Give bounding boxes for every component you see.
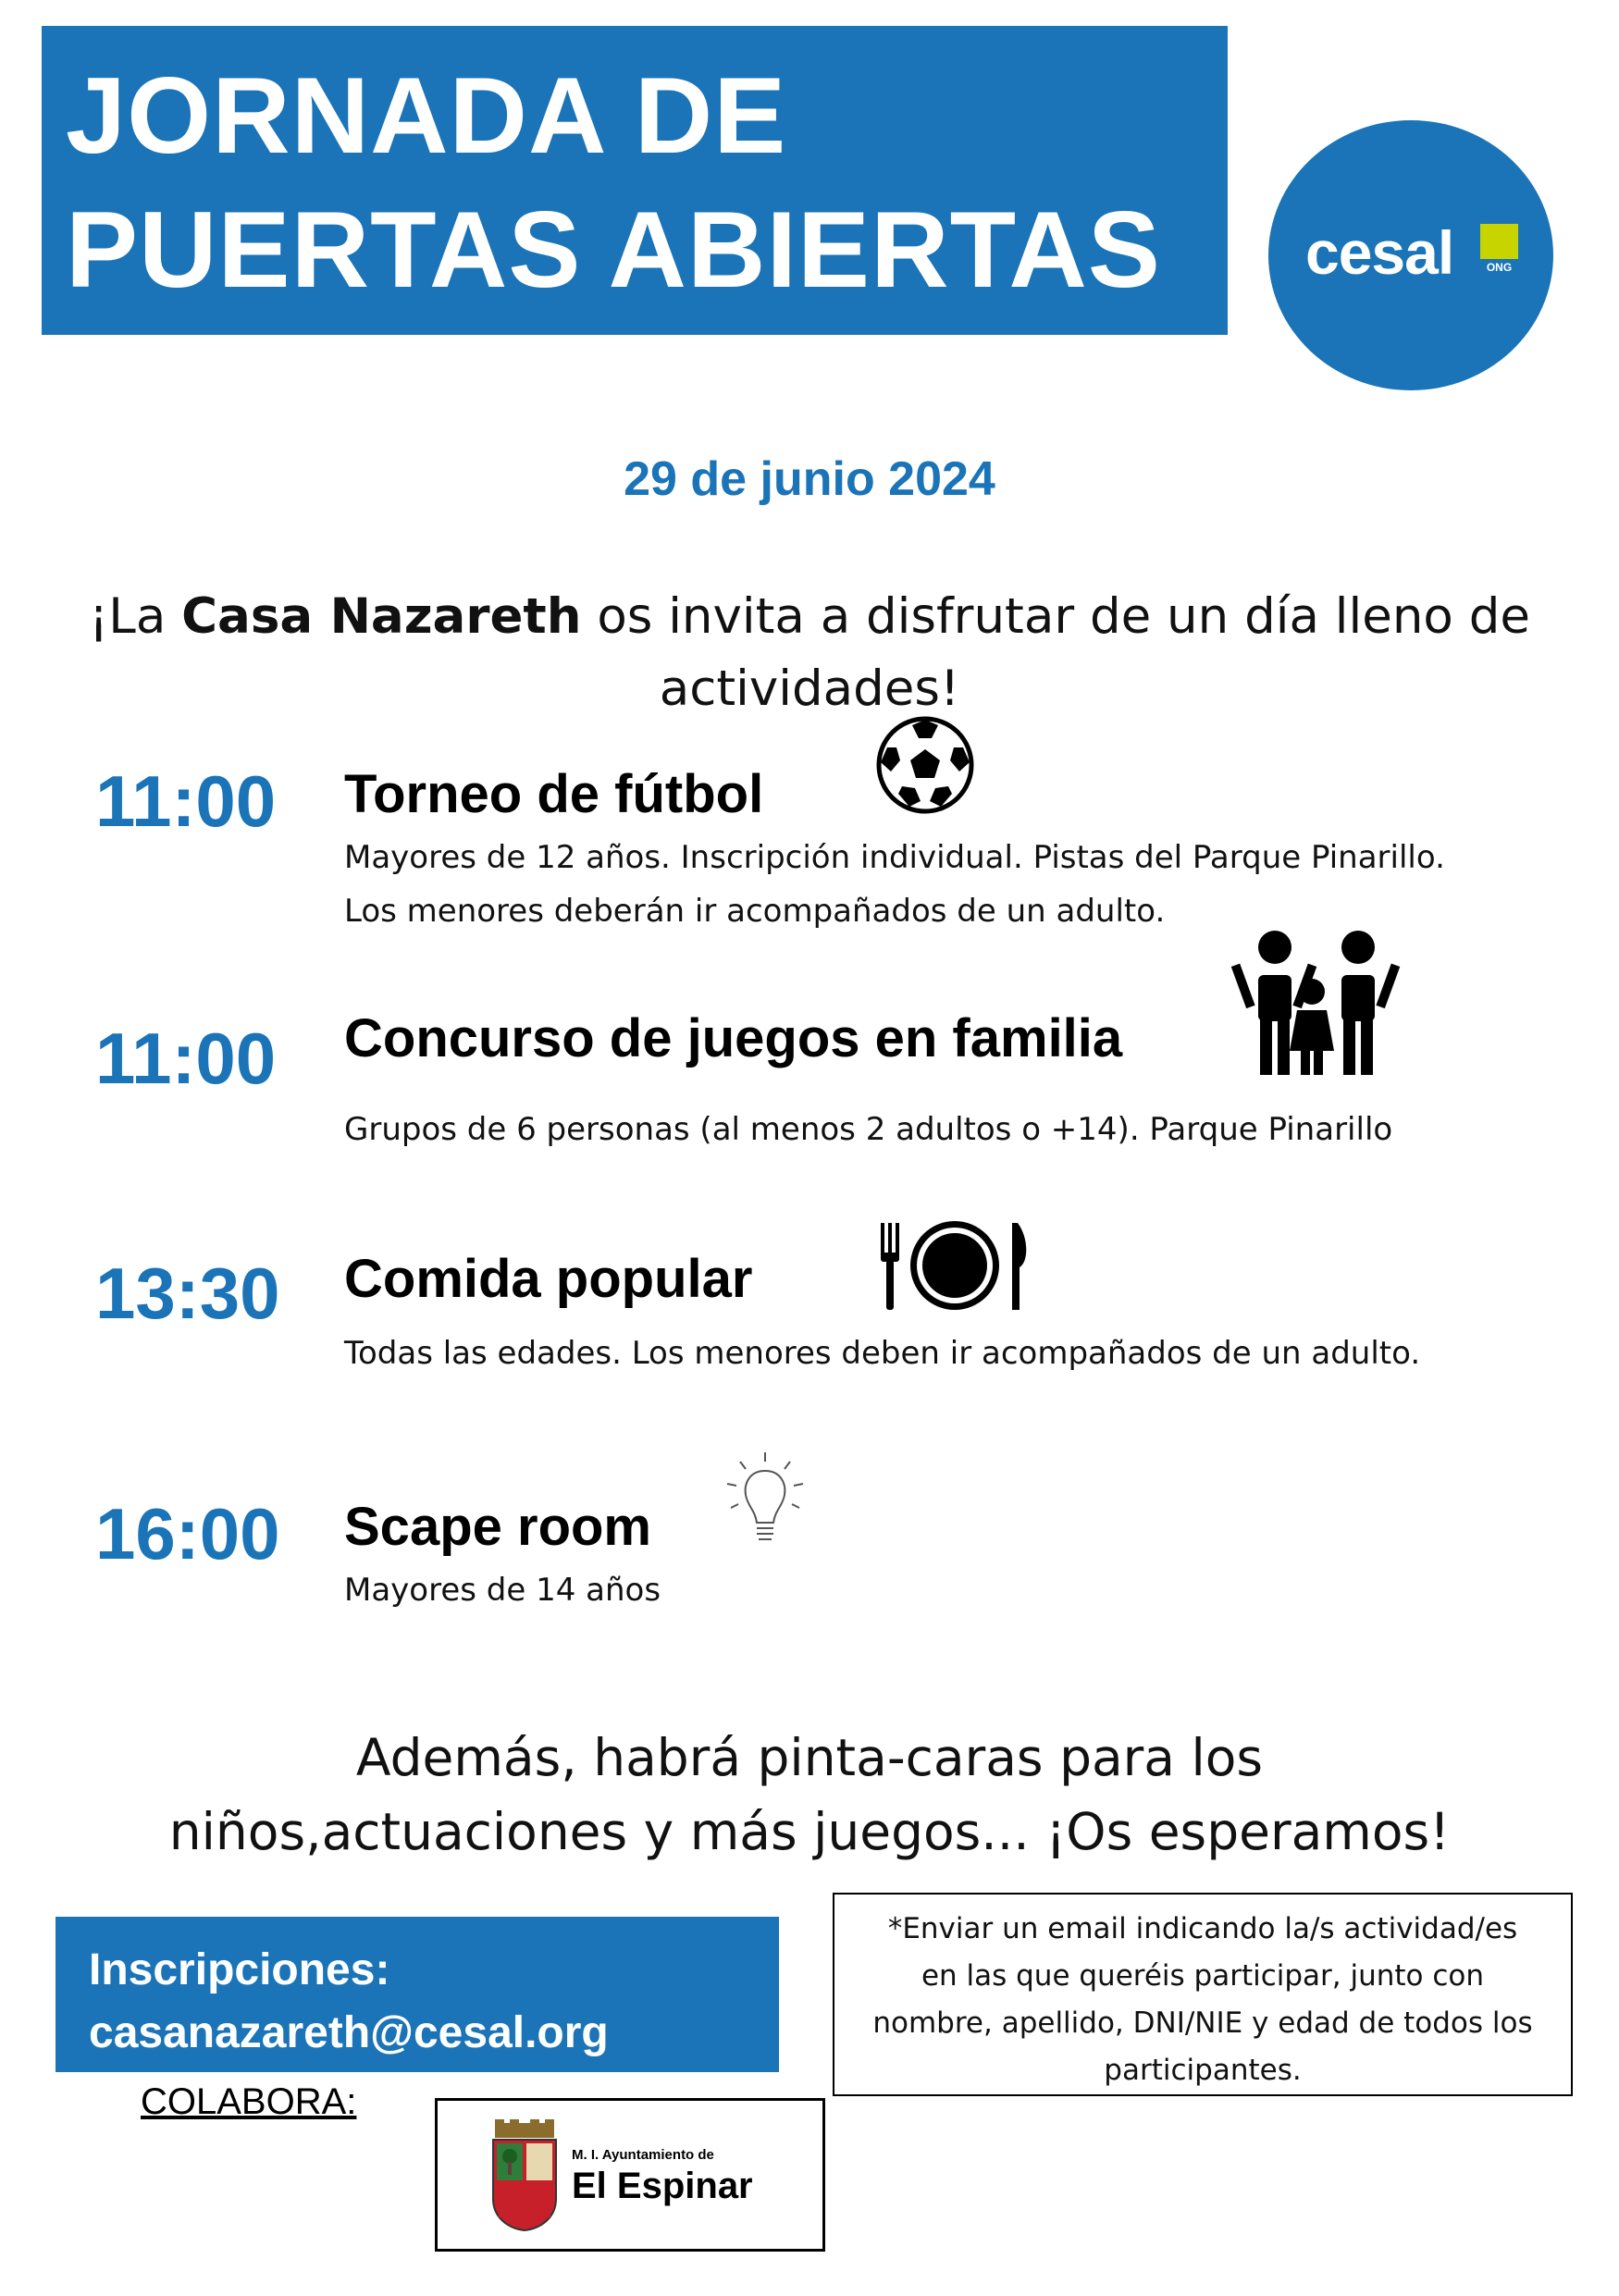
cutlery-plate-icon <box>879 1219 1032 1312</box>
activity-time: 16:00 <box>95 1493 280 1574</box>
page-title-line1: JORNADA DE <box>66 55 787 176</box>
family-icon <box>1219 929 1404 1077</box>
extra-line1: Además, habrá pinta-caras para los <box>355 1728 1264 1787</box>
activity-desc-line: Todas las edades. Los menores deben ir acompañados de un adulto. <box>344 1335 1421 1372</box>
activity-title: Scape room <box>344 1497 651 1557</box>
note-box <box>833 1893 1573 2096</box>
lightbulb-icon <box>722 1449 809 1550</box>
sponsor-subtitle: M. I. Ayuntamiento de <box>572 2147 714 2163</box>
inscripciones-label: Inscripciones: <box>89 1945 390 1994</box>
sponsor-name: El Espinar <box>572 2166 753 2206</box>
activity-desc-line: Mayores de 12 años. Inscripción individual. Pistas del Parque Pinarillo. <box>344 839 1445 876</box>
activity-title: Torneo de fútbol <box>344 764 764 824</box>
page-title-line2: PUERTAS ABIERTAS <box>66 189 1161 310</box>
note-line: en las que queréis participar, junto con <box>921 1959 1485 1993</box>
activity-desc-line: Grupos de 6 personas (al menos 2 adultos o +14). Parque Pinarillo <box>344 1111 1393 1148</box>
activity-desc-line: Los menores deberán ir acompañados de un adulto. <box>344 893 1166 930</box>
activity-title: Comida popular <box>344 1249 753 1309</box>
intro-suffix: os invita a disfrutar de un día lleno de actividades! <box>581 588 1530 717</box>
ayuntamiento-logo <box>435 2098 825 2252</box>
note-line: nombre, apellido, DNI/NIE y edad de todos los <box>872 2006 1533 2040</box>
extra-text <box>74 1721 1545 1869</box>
activity-title: Concurso de juegos en familia <box>344 1008 1123 1068</box>
intro-prefix: ¡La <box>89 588 182 645</box>
activity-desc-line: Mayores de 14 años <box>344 1572 661 1609</box>
inscripciones-box <box>56 1917 779 2072</box>
logo-square-icon <box>1480 224 1518 259</box>
header-banner <box>42 26 1228 335</box>
activity-time: 13:30 <box>95 1253 280 1334</box>
intro-highlight: Casa Nazareth <box>181 588 582 645</box>
note-line: participantes. <box>1104 2054 1302 2087</box>
logo-suffix: ONG <box>1486 261 1513 274</box>
colabora-label: COLABORA: <box>141 2081 357 2122</box>
soccer-ball-icon <box>874 714 976 816</box>
logo-text: cesal <box>1305 218 1454 287</box>
intro-text <box>56 581 1563 725</box>
cesal-logo <box>1268 120 1553 390</box>
activity-time: 11:00 <box>95 1018 277 1099</box>
inscripciones-email[interactable]: casanazareth@cesal.org <box>89 2008 609 2057</box>
event-date: 29 de junio 2024 <box>624 452 995 506</box>
note-line: *Enviar un email indicando la/s actividad/es <box>887 1912 1518 1945</box>
activity-time: 11:00 <box>95 760 277 842</box>
extra-line2: niños,actuaciones y más juegos... ¡Os esperamos! <box>168 1802 1451 1861</box>
coat-of-arms-icon <box>489 2119 560 2232</box>
